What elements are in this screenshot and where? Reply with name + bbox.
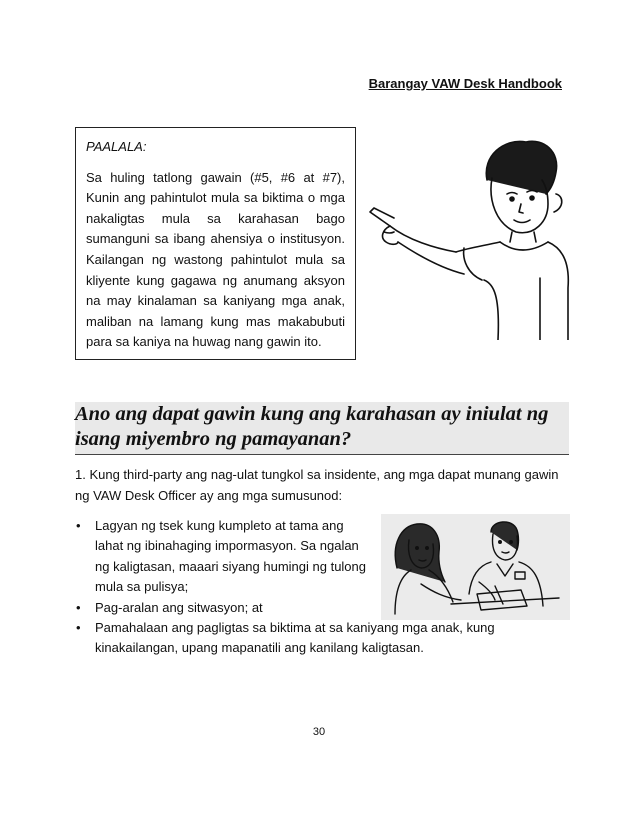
reminder-body: Sa huling tatlong gawain (#5, #6 at #7), Kunin ang pahintulot mula sa biktima o mga nakaligtas mula sa karahasan bago sumanguni sa ibang ahensiya o institusyon. Kailangan ng wastong pahintulot mula sa kliyente kung gagawa ng anumang aksyon na may kinalaman sa kaniyang mga anak, maliban na lamang kung mas makabubuti para sa kaniya na huwag nang gawin ito. bbox=[86, 169, 345, 350]
list-item bbox=[75, 516, 371, 598]
page-number: 30 bbox=[312, 726, 326, 738]
list-item bbox=[75, 618, 565, 659]
reminder-title: PAALALA: bbox=[86, 139, 147, 154]
intro-paragraph: 1. Kung third-party ang nag-ulat tungkol sa insidente, ang mga dapat munang gawin ng VAW Desk Officer ay ang mga sumusunod: bbox=[75, 467, 559, 503]
section-heading: Ano ang dapat gawin kung ang karahasan ay iniulat ng isang miyembro ng pamayanan? bbox=[75, 402, 569, 455]
page-header-title: Barangay VAW Desk Handbook bbox=[368, 76, 562, 91]
pointing-boy-illustration bbox=[364, 128, 572, 340]
reminder-box bbox=[75, 127, 356, 360]
action-list bbox=[75, 516, 565, 659]
bullet-icon: • bbox=[76, 518, 81, 533]
bullet-icon: • bbox=[76, 599, 81, 615]
list-item bbox=[75, 598, 565, 618]
list-item-text: Pag-aralan ang sitwasyon; at bbox=[95, 599, 263, 615]
list-item-text: Lagyan ng tsek kung kumpleto at tama ang lahat ng ibinahaging impormasyon. Sa ngalan ng kaligtasan, maaari siyang humingi ng tulong mula sa pulisya; bbox=[95, 518, 367, 595]
list-item-text: Pamahalaan ang pagligtas sa biktima at sa kaniyang mga anak, kung kinakailangan, upang mapanatili ang kanilang kaligtasan. bbox=[95, 620, 495, 656]
bullet-icon: • bbox=[76, 620, 81, 636]
